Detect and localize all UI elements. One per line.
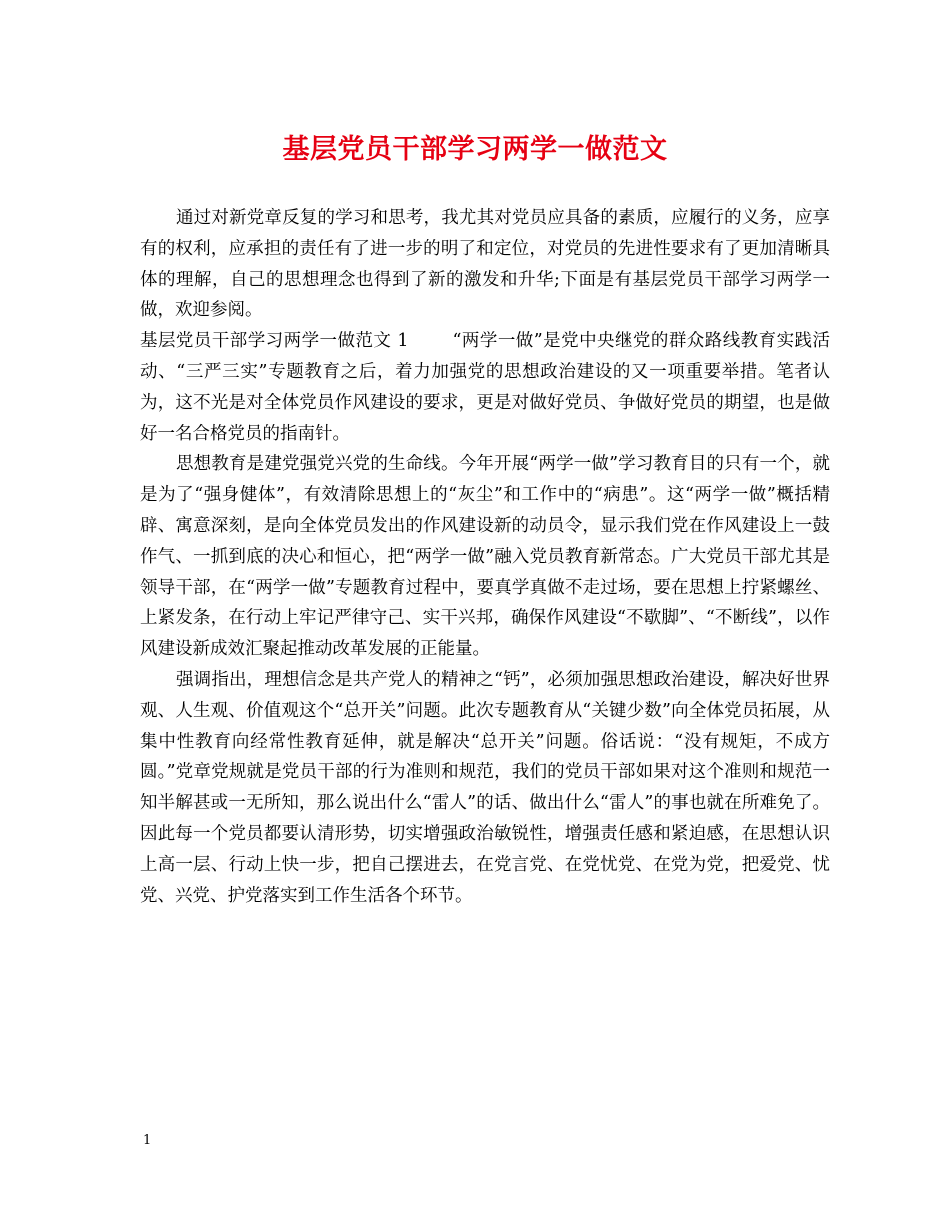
intro-paragraph: 通过对新党章反复的学习和思考，我尤其对党员应具备的素质，应履行的义务，应享有的权利，应承担的责任有了进一步的明了和定位，对党员的先进性要求有了更加清晰具体的理解，自己的思想理念也得到了新的激发和升华;下面是有基层党员干部学习两学一做，欢迎参阅。 bbox=[140, 208, 830, 321]
example-paragraph bbox=[140, 326, 830, 449]
body-paragraph: 思想教育是建党强党兴党的生命线。今年开展“两学一做”学习教育目的只有一个，就是为了“强身健体”，有效清除思想上的“灰尘”和工作中的“病患”。这“两学一做”概括精辟、寓意深刻，是向全体党员发出的作风建设新的动员令，显示我们党在作风建设上一鼓作气、一抓到底的决心和恒心，把“两学一做”融入党员教育新常态。广大党员干部尤其是领导干部，在“两学一做”专题教育过程中，要真学真做不走过场，要在思想上拧紧螺丝、上紧发条，在行动上牢记严律守己、实干兴邦，确保作风建设“不歇脚”、“不断线”，以作风建设新成效汇聚起推动改革发展的正能量。 bbox=[140, 454, 830, 660]
page-number: 1 bbox=[143, 1133, 152, 1148]
document-title: 基层党员干部学习两学一做范文 bbox=[282, 134, 668, 165]
example-heading: 基层党员干部学习两学一做范文 1 bbox=[140, 331, 409, 352]
document-body bbox=[140, 203, 830, 911]
example-text: “两学一做”是党中央继党的群众路线教育实践活动、“三严三实”专题教育之后，着力加强党的思想政治建设的又一项重要举措。笔者认为，这不光是对全体党员作风建设的要求，更是对做好党员、争做好党员的期望，也是做好一名合格党员的指南针。 bbox=[140, 331, 830, 444]
body-paragraph: 强调指出，理想信念是共产党人的精神之“钙”，必须加强思想政治建设，解决好世界观、人生观、价值观这个“总开关”问题。此次专题教育从“关键少数”向全体党员拓展，从集中性教育向经常性教育延伸，就是解决“总开关”问题。俗话说：“没有规矩，不成方圆。”党章党规就是党员干部的行为准则和规范，我们的党员干部如果对这个准则和规范一知半解甚或一无所知，那么说出什么“雷人”的话、做出什么“雷人”的事也就在所难免了。因此每一个党员都要认清形势，切实增强政治敏锐性，增强责任感和紧迫感，在思想认识上高一层、行动上快一步，把自己摆进去，在党言党、在党忧党、在党为党，把爱党、忧党、兴党、护党落实到工作生活各个环节。 bbox=[140, 669, 830, 906]
